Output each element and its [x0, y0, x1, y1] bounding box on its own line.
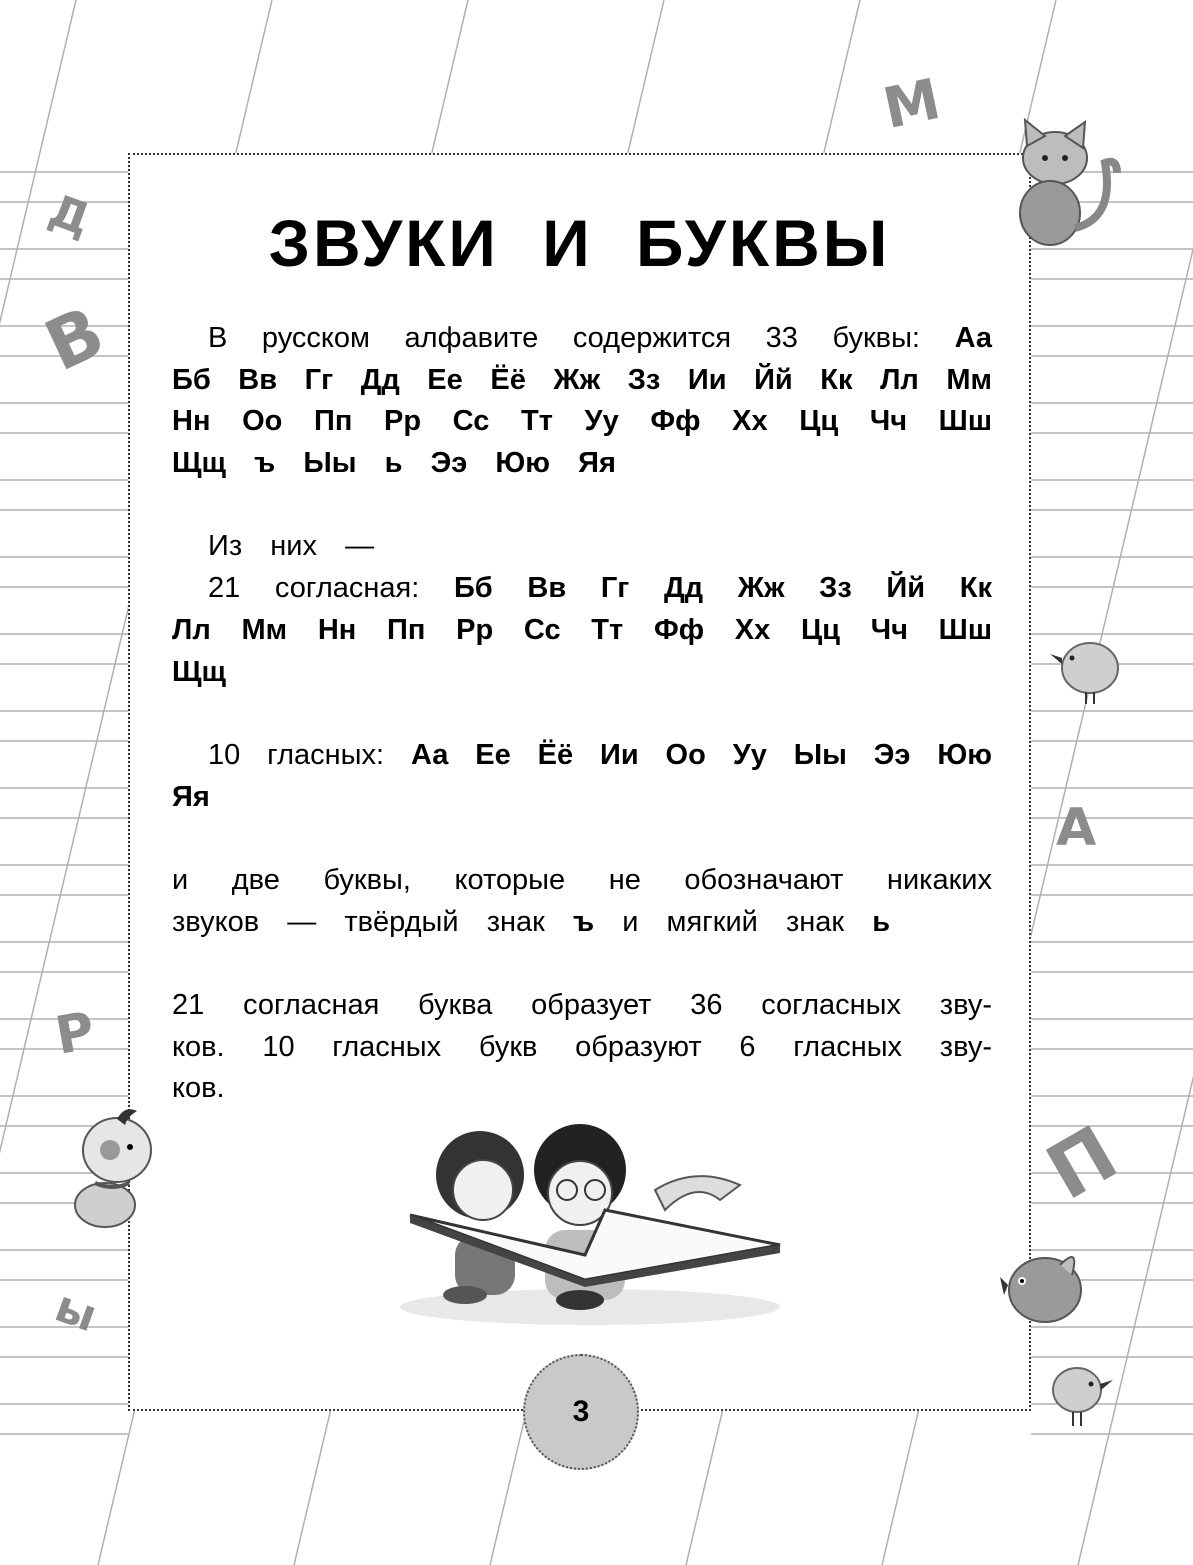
text-line [172, 693, 992, 735]
decor-letter-a: А [1056, 798, 1097, 858]
bold-letters: Щщ ъ Ыы ь Ээ Юю Яя [172, 447, 616, 480]
bold-letters: Щщ [172, 655, 227, 688]
decor-letter-d: Д [42, 184, 97, 247]
bold-letters: Яя [172, 780, 210, 813]
text-line [172, 360, 992, 402]
text-line [172, 610, 992, 652]
decor-letter-v: В [33, 290, 117, 388]
decor-letter-r: Р [51, 1001, 100, 1067]
text-line [172, 1068, 992, 1110]
bold-letters: Аа [954, 322, 992, 354]
page-title: ЗВУКИ И БУКВЫ [268, 206, 891, 280]
dog-illustration [55, 1105, 160, 1240]
page-number: 3 [523, 1354, 639, 1470]
text-line [172, 943, 992, 985]
bold-letters: ь [872, 905, 891, 938]
text-segment: и мягкий знак [594, 905, 873, 938]
bold-letters: Лл Мм Нн Пп Рр Сс Тт Фф Хх Цц Чч Шш [172, 613, 992, 646]
children-reading-illustration [395, 1115, 790, 1330]
text-line [172, 985, 992, 1027]
text-segment: 10 гласных: [208, 738, 411, 771]
decor-letter-p: П [1032, 1108, 1132, 1217]
text-line [172, 652, 992, 694]
fish-bird-illustration [1000, 1245, 1095, 1340]
bird-illustration [1048, 630, 1128, 706]
decor-letter-y: ы [48, 1280, 104, 1343]
text-line [172, 735, 992, 777]
bird-illustration-small [1045, 1360, 1120, 1430]
text-segment: ков. 10 гласных букв образуют 6 гласных зву- [172, 1030, 992, 1063]
text-segment: и две буквы, которые не обозначают никаких [172, 863, 992, 896]
bold-letters: Нн Оо Пп Рр Сс Тт Уу Фф Хх Цц Чч Шш [172, 405, 992, 438]
text-line [172, 818, 992, 860]
text-segment: 21 согласная буква образует 36 согласных зву- [172, 989, 992, 1021]
text-line [172, 485, 992, 527]
text-line [172, 777, 992, 819]
text-segment: В русском алфавите содержится 33 буквы: [208, 322, 955, 354]
bold-letters: Бб Вв Гг Дд Ее Ёё Жж Зз Ии Йй Кк Лл Мм [172, 363, 992, 396]
bold-letters: Бб Вв Гг Дд Жж Зз Йй Кк [453, 572, 992, 605]
text-line [172, 401, 992, 443]
text-line [172, 1027, 992, 1069]
text-segment: Из них — [208, 530, 375, 563]
bold-letters: Аа Ее Ёё Ии Оо Уу Ыы Ээ Юю [410, 738, 993, 771]
text-line [172, 526, 992, 568]
body-text [172, 318, 992, 1110]
cat-illustration [1005, 118, 1125, 253]
text-segment: ков. [172, 1072, 225, 1105]
decor-letter-m: М [877, 66, 946, 143]
text-line [172, 860, 992, 902]
text-line [172, 902, 992, 944]
text-line [172, 318, 992, 360]
text-line [172, 568, 992, 610]
bold-letters: ъ [572, 905, 595, 938]
text-line [172, 443, 992, 485]
text-segment: звуков — твёрдый знак [172, 905, 573, 938]
text-segment: 21 согласная: [208, 572, 454, 605]
